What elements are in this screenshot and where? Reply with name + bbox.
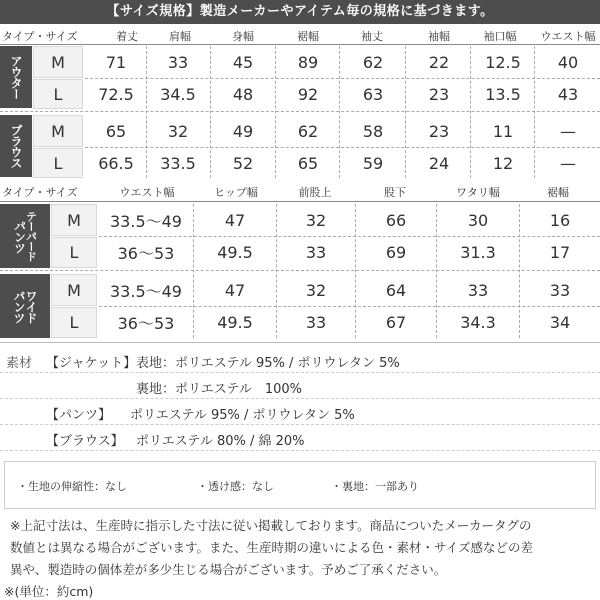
lining-property: ・裏地：一部あり [331,480,419,493]
col-header-body-width: 身幅 [232,30,254,43]
value-cell: 34.3 [460,313,496,332]
value-cell: 89 [297,52,319,72]
size-cell: M [51,274,97,306]
bottom-header-type-size: タイプ・サイズ [2,186,78,199]
col-header-sleeve-width: 袖幅 [428,30,450,43]
value-cell: 33.5〜49 [110,281,182,301]
col-header-waist-width: ウエスト幅 [540,30,596,43]
col-header-length: 着丈 [116,30,138,43]
fabric-properties-box [4,461,596,509]
value-cell: — [560,121,576,141]
value-cell: 72.5 [98,84,134,104]
col-header-inseam: 股下 [384,186,406,199]
pants-material: ポリエステル 95% / ポリウレタン 5% [130,408,355,423]
value-cell: 71 [105,52,127,72]
value-cell: 67 [385,313,407,332]
value-cell: 33 [167,52,189,72]
value-cell: 92 [297,84,319,104]
value-cell: 64 [385,280,407,300]
value-cell: 59 [362,153,384,173]
value-cell: 34 [549,313,571,332]
value-cell: 66.5 [98,153,134,173]
value-cell: 24 [428,153,450,173]
value-cell: 62 [297,121,319,141]
value-cell: 12.5 [485,52,521,72]
jacket-label: 【ジャケット】 [46,356,137,371]
top-header-type-size: タイプ・サイズ [2,30,78,43]
blouse-label: 【ブラウス】 [46,434,124,449]
col-header-shoulder: 肩幅 [169,30,191,43]
col-header-sleeve-length: 袖丈 [361,30,383,43]
type-label-outer: アウター [0,46,32,108]
value-cell: 32 [167,121,189,141]
value-cell: 47 [224,210,246,230]
col-header-cuff-width: 袖口幅 [483,30,517,43]
value-cell: 63 [362,84,384,104]
note-line-2: 数値とは異なる場合がございます。また、生産時期の違いによる色・素材・サイズ感などの差 [10,540,534,555]
size-cell: M [51,204,97,236]
value-cell: 23 [428,84,450,104]
jacket-outer-material: 表地：ポリエステル 95% / ポリウレタン 5% [136,356,400,371]
value-cell: 58 [362,121,384,141]
value-cell: 45 [232,52,254,72]
value-cell: 12 [492,153,514,173]
value-cell: 32 [305,210,327,230]
value-cell: 49.5 [217,243,253,262]
size-cell: L [33,79,83,109]
blouse-material: ポリエステル 80% / 綿 20% [136,434,305,449]
value-cell: 16 [549,210,571,230]
value-cell: 40 [557,52,579,72]
value-cell: 48 [232,84,254,104]
size-cell: L [51,307,97,338]
type-label-wide-pants: パンツ ワイド [0,274,50,338]
type-label-tapered-pants: パンツ テーパード [0,204,50,268]
value-cell: 32 [305,280,327,300]
col-header-waist: ウエスト幅 [119,186,175,199]
note-line-3: 異や、製造時の個体差が多少生じる場合がございます。予めご了承ください。 [10,562,447,577]
value-cell: 52 [232,153,254,173]
value-cell: 43 [557,84,579,104]
value-cell: 23 [428,121,450,141]
col-header-hem: 裾幅 [547,186,569,199]
size-cell: M [33,115,83,147]
value-cell: 33 [467,280,489,300]
size-cell: M [33,46,83,78]
note-line-1: ※上記寸法は、生産時に指示した寸法に従い掲載しております。商品についたメーカータグの [10,518,532,533]
stretch-property: ・生地の伸縮性：なし [17,480,127,493]
value-cell: 33.5〜49 [110,211,182,231]
value-cell: 69 [385,243,407,262]
value-cell: 30 [467,210,489,230]
value-cell: 11 [492,121,514,141]
value-cell: 13.5 [485,84,521,104]
value-cell: 34.5 [160,84,196,104]
materials-label: 素材 [6,356,33,371]
value-cell: 31.3 [460,243,496,262]
value-cell: 17 [549,243,571,262]
sheer-property: ・透け感：なし [197,480,274,493]
col-header-hem-width: 裾幅 [297,30,319,43]
value-cell: 65 [297,153,319,173]
col-header-front-rise: 前股上 [298,186,332,199]
size-cell: L [51,237,97,268]
value-cell: 33 [305,243,327,262]
value-cell: 49.5 [217,313,253,332]
value-cell: 49 [232,121,254,141]
value-cell: 33 [549,280,571,300]
value-cell: 33.5 [160,153,196,173]
value-cell: 33 [305,313,327,332]
value-cell: 36〜53 [117,244,175,263]
value-cell: — [560,153,576,173]
pants-label: 【パンツ】 [46,408,112,423]
value-cell: 36〜53 [117,314,175,333]
jacket-lining-material: 裏地：ポリエステル 100% [136,382,302,397]
col-header-hip: ヒップ幅 [214,186,258,199]
value-cell: 47 [224,280,246,300]
size-cell: L [33,148,83,178]
value-cell: 22 [428,52,450,72]
value-cell: 66 [385,210,407,230]
type-label-blouse: ブラウス [0,115,32,177]
value-cell: 65 [105,121,127,141]
page-title: 【サイズ規格】製造メーカーやアイテム毎の規格に基づきます。 [0,0,600,24]
unit-note: ※(単位：約cm) [4,584,94,599]
col-header-thigh: ワタリ幅 [456,186,500,199]
value-cell: 62 [362,52,384,72]
